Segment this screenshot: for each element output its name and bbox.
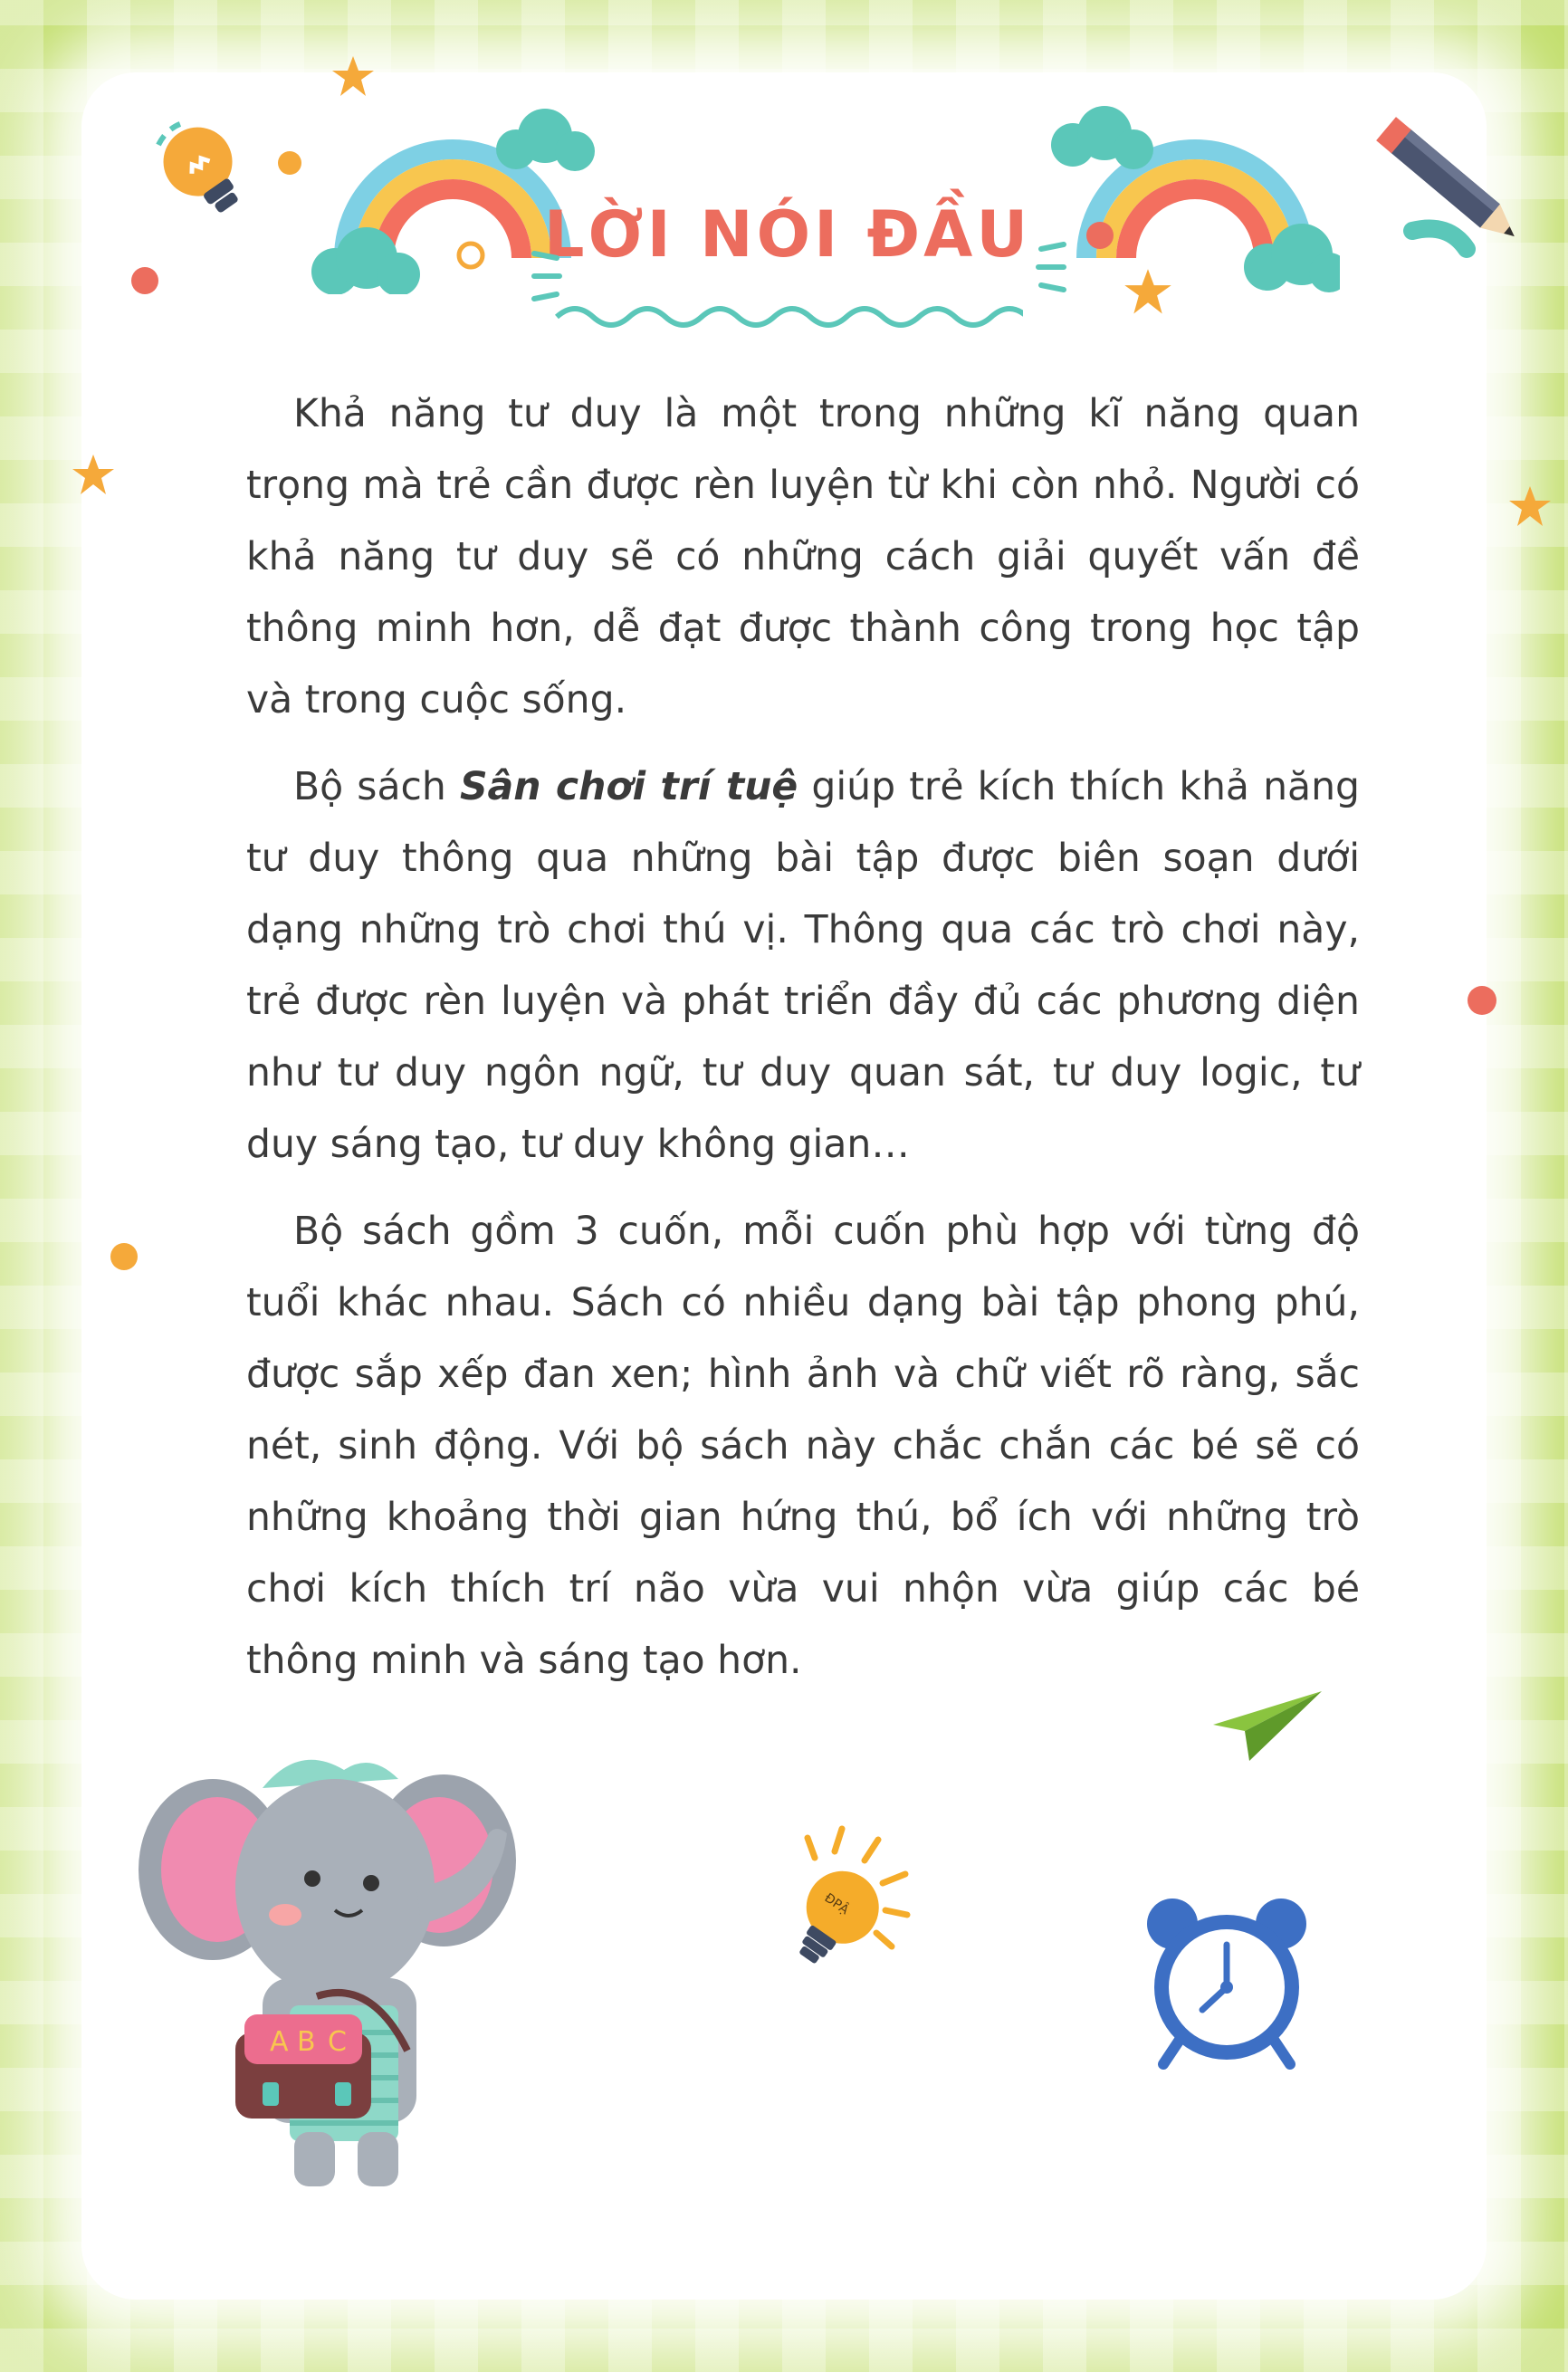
page-title: LỜI NÓI ĐẦU — [543, 197, 1032, 272]
lightbulb-icon — [149, 109, 267, 244]
dot-decoration — [106, 1239, 142, 1275]
dot-decoration — [1082, 217, 1118, 253]
paragraph-2-prefix: Bộ sách — [293, 765, 460, 809]
paragraph-1: Khả năng tư duy là một trong những kĩ năng quan trọng mà trẻ cần được rèn luyện từ khi còn nhỏ. Người có khả năng tư duy sẽ có những cách giải quyết vấn đề thông minh hơn, dễ đạt được thành công trong học tập và trong cuộc sống. — [246, 392, 1360, 722]
star-icon — [1507, 484, 1553, 530]
title-underline — [552, 299, 1023, 335]
bulb-label: ĐPẬ — [821, 1890, 852, 1918]
paper-plane-icon — [1209, 1684, 1326, 1765]
bag-letter-b: B — [297, 2026, 316, 2058]
paragraph-3: Bộ sách gồm 3 cuốn, mỗi cuốn phù hợp với từng độ tuổi khác nhau. Sách có nhiều dạng bài tập phong phú, được sắp xếp đan xen; hình ảnh và chữ viết rõ ràng, sắc nét, sinh động. Với bộ sách này chắc chắn các bé sẽ có những khoảng thời gian hứng thú, bổ ích với những trò chơi kích thích trí não vừa vui nhộn vừa giúp các bé thông minh và sáng tạo hơn. — [246, 1210, 1360, 1683]
lightbulb-icon — [751, 1820, 932, 1992]
preface-body — [246, 378, 1360, 1712]
star-icon — [330, 54, 376, 100]
title-accent-left — [530, 244, 566, 308]
dot-decoration — [1464, 982, 1500, 1019]
star-icon — [1123, 267, 1173, 318]
alarm-clock-icon — [1132, 1883, 1322, 2073]
bag-letter-a: A — [270, 2026, 289, 2058]
paragraph-2 — [246, 751, 1360, 1181]
pencil-icon — [1358, 95, 1539, 267]
paragraph-2-suffix: giúp trẻ kích thích khả năng tư duy thông qua những bài tập được biên soạn dưới dạng những trò chơi thú vị. Thông qua các trò chơi này, trẻ được rèn luyện và phát triển đầy đủ các phương diện như tư duy ngôn ngữ, tư duy quan sát, tư duy logic, tư duy sáng tạo, tư duy không gian… — [246, 765, 1360, 1167]
bag-letter-c: C — [328, 2026, 347, 2058]
dot-decoration — [127, 263, 163, 299]
rainbow-icon — [1041, 86, 1340, 294]
book-series-title: Sân chơi trí tuệ — [459, 765, 798, 809]
dot-decoration — [272, 145, 308, 181]
star-icon — [71, 453, 116, 498]
elephant-illustration — [127, 1734, 598, 2205]
